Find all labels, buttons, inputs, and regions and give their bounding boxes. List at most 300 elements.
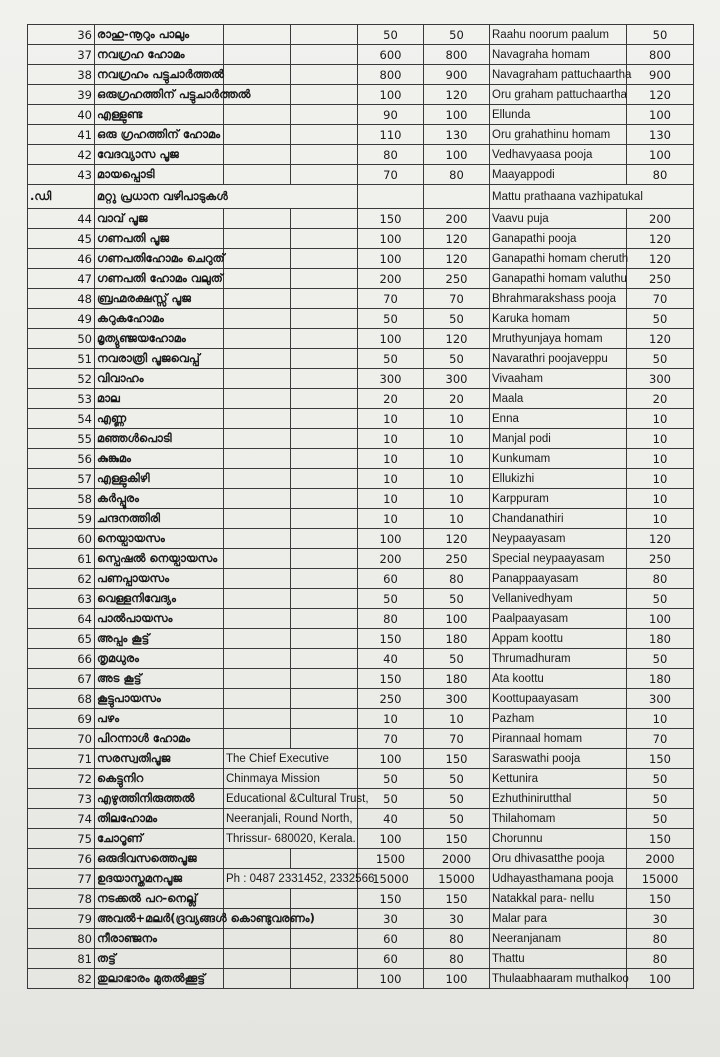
item-name-malayalam: മൃത്യുഞ്ജയഹോമം xyxy=(95,329,224,349)
item-name-transliteration: Vaavu puja xyxy=(490,209,627,229)
item-number: 77 xyxy=(28,869,95,889)
final-rate: 120 xyxy=(627,249,694,269)
final-rate: 80 xyxy=(627,929,694,949)
old-rate: 80 xyxy=(358,145,424,165)
old-rate: 50 xyxy=(358,769,424,789)
final-rate: 300 xyxy=(627,369,694,389)
item-name-malayalam: നെയ്പായസം xyxy=(95,529,224,549)
new-rate: 50 xyxy=(424,25,490,45)
table-row xyxy=(28,85,694,105)
item-name-transliteration: Kettunira xyxy=(490,769,627,789)
final-rate: 800 xyxy=(627,45,694,65)
old-rate: 300 xyxy=(358,369,424,389)
new-rate: 100 xyxy=(424,105,490,125)
old-rate: 50 xyxy=(358,25,424,45)
new-rate: 100 xyxy=(424,969,490,989)
blank-cell xyxy=(224,229,291,249)
new-rate: 300 xyxy=(424,369,490,389)
table-row xyxy=(28,65,694,85)
old-rate: 100 xyxy=(358,329,424,349)
new-rate: 50 xyxy=(424,589,490,609)
old-rate: 200 xyxy=(358,549,424,569)
item-name-transliteration: Mruthyunjaya homam xyxy=(490,329,627,349)
item-name-malayalam: കുങ്കുമം xyxy=(95,449,224,469)
blank-cell xyxy=(291,409,358,429)
item-number: 45 xyxy=(28,229,95,249)
item-name-malayalam: ഗണപതി ഹോമം വലുത് xyxy=(95,269,224,289)
new-rate: 300 xyxy=(424,689,490,709)
new-rate: 200 xyxy=(424,209,490,229)
final-rate: 200 xyxy=(627,209,694,229)
item-name-malayalam: എണ്ണ xyxy=(95,409,224,429)
table-row xyxy=(28,829,694,849)
item-number: 38 xyxy=(28,65,95,85)
table-row xyxy=(28,429,694,449)
item-number: 59 xyxy=(28,509,95,529)
blank-cell xyxy=(224,165,291,185)
item-name-malayalam: വെള്ളനിവേദ്യം xyxy=(95,589,224,609)
new-rate: 10 xyxy=(424,709,490,729)
final-rate: 100 xyxy=(627,145,694,165)
old-rate: 110 xyxy=(358,125,424,145)
table-row xyxy=(28,889,694,909)
item-name-malayalam: ഒരുദിവസത്തെപൂജ xyxy=(95,849,224,869)
blank-cell xyxy=(224,409,291,429)
item-name-malayalam: ഗണപതി പൂജ xyxy=(95,229,224,249)
old-rate: 70 xyxy=(358,729,424,749)
item-name-malayalam: മഞ്ഞൾപൊടി xyxy=(95,429,224,449)
blank-cell xyxy=(291,509,358,529)
table-row xyxy=(28,125,694,145)
item-name-transliteration: Paalpaayasam xyxy=(490,609,627,629)
item-name-transliteration: Karuka homam xyxy=(490,309,627,329)
item-number: 56 xyxy=(28,449,95,469)
blank-cell xyxy=(224,105,291,125)
table-row xyxy=(28,389,694,409)
new-rate: 120 xyxy=(424,229,490,249)
old-rate: 100 xyxy=(358,829,424,849)
item-name-transliteration: Manjal podi xyxy=(490,429,627,449)
final-rate: 50 xyxy=(627,789,694,809)
new-rate: 50 xyxy=(424,349,490,369)
blank-cell xyxy=(291,209,358,229)
final-rate: 20 xyxy=(627,389,694,409)
final-rate: 180 xyxy=(627,669,694,689)
old-rate: 10 xyxy=(358,409,424,429)
item-name-malayalam: ചോറൂണ് xyxy=(95,829,224,849)
blank-cell xyxy=(291,125,358,145)
blank-cell xyxy=(291,329,358,349)
section-empty-cell xyxy=(424,185,490,209)
blank-cell xyxy=(291,709,358,729)
item-number: 69 xyxy=(28,709,95,729)
item-name-malayalam: ഒരുഗ്രഹത്തിന് പട്ടുചാർത്തൽ xyxy=(95,85,224,105)
new-rate: 10 xyxy=(424,469,490,489)
item-name-transliteration: Vivaaham xyxy=(490,369,627,389)
table-row xyxy=(28,509,694,529)
blank-cell xyxy=(291,269,358,289)
blank-cell xyxy=(291,949,358,969)
final-rate: 120 xyxy=(627,329,694,349)
old-rate: 50 xyxy=(358,309,424,329)
new-rate: 20 xyxy=(424,389,490,409)
section-empty-cell xyxy=(358,185,424,209)
new-rate: 50 xyxy=(424,809,490,829)
final-rate: 120 xyxy=(627,85,694,105)
item-name-transliteration: Raahu noorum paalum xyxy=(490,25,627,45)
item-name-transliteration: Pirannaal homam xyxy=(490,729,627,749)
blank-cell xyxy=(224,349,291,369)
final-rate: 10 xyxy=(627,429,694,449)
item-number: 53 xyxy=(28,389,95,409)
item-number: 36 xyxy=(28,25,95,45)
final-rate: 50 xyxy=(627,649,694,669)
item-number: 82 xyxy=(28,969,95,989)
table-row xyxy=(28,529,694,549)
blank-cell xyxy=(224,649,291,669)
old-rate: 50 xyxy=(358,589,424,609)
item-number: 75 xyxy=(28,829,95,849)
table-row xyxy=(28,105,694,125)
item-name-transliteration: Bhrahmarakshass pooja xyxy=(490,289,627,309)
new-rate: 150 xyxy=(424,829,490,849)
item-name-malayalam: പണപ്പായസം xyxy=(95,569,224,589)
old-rate: 15000 xyxy=(358,869,424,889)
old-rate: 100 xyxy=(358,969,424,989)
item-name-transliteration: Navarathri poojaveppu xyxy=(490,349,627,369)
final-rate: 50 xyxy=(627,25,694,45)
old-rate: 200 xyxy=(358,269,424,289)
blank-cell xyxy=(291,469,358,489)
final-rate: 15000 xyxy=(627,869,694,889)
blank-cell xyxy=(291,529,358,549)
trust-address-line: Educational &Cultural Trust, xyxy=(224,789,358,809)
blank-cell xyxy=(291,449,358,469)
table-row xyxy=(28,229,694,249)
item-name-malayalam: പിറന്നാൾ ഹോമം xyxy=(95,729,224,749)
old-rate: 50 xyxy=(358,349,424,369)
final-rate: 100 xyxy=(627,609,694,629)
blank-cell xyxy=(291,649,358,669)
blank-cell xyxy=(291,249,358,269)
new-rate: 10 xyxy=(424,489,490,509)
blank-cell xyxy=(224,509,291,529)
table-row xyxy=(28,729,694,749)
blank-cell xyxy=(224,589,291,609)
new-rate: 10 xyxy=(424,509,490,529)
final-rate: 80 xyxy=(627,949,694,969)
item-name-transliteration: Malar para xyxy=(490,909,627,929)
old-rate: 90 xyxy=(358,105,424,125)
item-name-malayalam: കറുകഹോമം xyxy=(95,309,224,329)
blank-cell xyxy=(224,309,291,329)
blank-cell xyxy=(224,269,291,289)
blank-cell xyxy=(291,389,358,409)
old-rate: 70 xyxy=(358,165,424,185)
blank-cell xyxy=(291,65,358,85)
old-rate: 10 xyxy=(358,709,424,729)
blank-cell xyxy=(291,289,358,309)
final-rate: 150 xyxy=(627,829,694,849)
blank-cell xyxy=(224,609,291,629)
item-number: 78 xyxy=(28,889,95,909)
item-name-transliteration: Maala xyxy=(490,389,627,409)
blank-cell xyxy=(291,429,358,449)
trust-address-line: The Chief Executive xyxy=(224,749,358,769)
item-name-malayalam: കർപ്പൂരം xyxy=(95,489,224,509)
table-row xyxy=(28,409,694,429)
item-name-malayalam: രാഹു-നൂറും പാലും xyxy=(95,25,224,45)
new-rate: 50 xyxy=(424,649,490,669)
item-number: 65 xyxy=(28,629,95,649)
table-row xyxy=(28,869,694,889)
blank-cell xyxy=(291,629,358,649)
item-name-transliteration: Ganapathi pooja xyxy=(490,229,627,249)
blank-cell xyxy=(291,849,358,869)
blank-cell xyxy=(291,609,358,629)
new-rate: 120 xyxy=(424,249,490,269)
item-name-transliteration: Chandanathiri xyxy=(490,509,627,529)
table-row xyxy=(28,569,694,589)
final-rate: 150 xyxy=(627,749,694,769)
table-row xyxy=(28,909,694,929)
final-rate: 10 xyxy=(627,489,694,509)
item-name-transliteration: Navagraham pattuchaartha xyxy=(490,65,627,85)
table-row xyxy=(28,609,694,629)
blank-cell xyxy=(224,329,291,349)
item-number: 52 xyxy=(28,369,95,389)
item-number: 39 xyxy=(28,85,95,105)
trust-address-line: Thrissur- 680020, Kerala. xyxy=(224,829,358,849)
item-name-malayalam: സ്പെഷൽ നെയ്പായസം xyxy=(95,549,224,569)
table-row xyxy=(28,469,694,489)
item-number: 47 xyxy=(28,269,95,289)
old-rate: 50 xyxy=(358,789,424,809)
blank-cell xyxy=(291,549,358,569)
table-row xyxy=(28,165,694,185)
old-rate: 1500 xyxy=(358,849,424,869)
final-rate: 70 xyxy=(627,289,694,309)
blank-cell xyxy=(224,389,291,409)
new-rate: 30 xyxy=(424,909,490,929)
item-name-transliteration: Special neypaayasam xyxy=(490,549,627,569)
blank-cell xyxy=(291,145,358,165)
item-number: 49 xyxy=(28,309,95,329)
final-rate: 250 xyxy=(627,269,694,289)
new-rate: 50 xyxy=(424,309,490,329)
old-rate: 10 xyxy=(358,489,424,509)
blank-cell xyxy=(291,929,358,949)
blank-cell xyxy=(291,369,358,389)
item-name-transliteration: Vellanivedhyam xyxy=(490,589,627,609)
old-rate: 250 xyxy=(358,689,424,709)
section-title-translit: Mattu prathaana vazhipatukal xyxy=(490,185,694,209)
item-name-transliteration: Neeranjanam xyxy=(490,929,627,949)
item-name-malayalam: അപ്പം കൂട്ട് xyxy=(95,629,224,649)
final-rate: 900 xyxy=(627,65,694,85)
new-rate: 180 xyxy=(424,629,490,649)
item-number: 67 xyxy=(28,669,95,689)
item-number: 48 xyxy=(28,289,95,309)
item-name-malayalam: മാല xyxy=(95,389,224,409)
final-rate: 10 xyxy=(627,409,694,429)
final-rate: 80 xyxy=(627,165,694,185)
blank-cell xyxy=(224,549,291,569)
blank-cell xyxy=(224,289,291,309)
new-rate: 10 xyxy=(424,449,490,469)
blank-cell xyxy=(224,889,291,909)
blank-cell xyxy=(291,165,358,185)
item-name-malayalam: നവഗ്രഹ ഹോമം xyxy=(95,45,224,65)
final-rate: 120 xyxy=(627,529,694,549)
blank-cell xyxy=(291,489,358,509)
table-row xyxy=(28,929,694,949)
old-rate: 600 xyxy=(358,45,424,65)
item-name-malayalam: അട കൂട്ട് xyxy=(95,669,224,689)
item-name-malayalam: കെട്ടുനിറ xyxy=(95,769,224,789)
table-row xyxy=(28,969,694,989)
trust-address-line: Chinmaya Mission xyxy=(224,769,358,789)
final-rate: 10 xyxy=(627,449,694,469)
item-name-transliteration: Vedhavyaasa pooja xyxy=(490,145,627,165)
item-name-malayalam: നവഗ്രഹം പട്ടുചാർത്തൽ xyxy=(95,65,224,85)
item-name-malayalam: ഉദയാസ്തമനപൂജ xyxy=(95,869,224,889)
table-row xyxy=(28,669,694,689)
item-name-transliteration: Udhayasthamana pooja xyxy=(490,869,627,889)
item-number: 68 xyxy=(28,689,95,709)
item-number: 74 xyxy=(28,809,95,829)
offerings-price-table xyxy=(27,24,694,989)
item-name-transliteration: Thilahomam xyxy=(490,809,627,829)
final-rate: 250 xyxy=(627,549,694,569)
blank-cell xyxy=(224,469,291,489)
blank-cell xyxy=(224,729,291,749)
table-row xyxy=(28,269,694,289)
table-row xyxy=(28,209,694,229)
old-rate: 60 xyxy=(358,929,424,949)
final-rate: 50 xyxy=(627,809,694,829)
trust-address-line: Neeranjali, Round North, xyxy=(224,809,358,829)
item-name-transliteration: Karppuram xyxy=(490,489,627,509)
item-name-malayalam: തിലഹോമം xyxy=(95,809,224,829)
new-rate: 900 xyxy=(424,65,490,85)
item-name-malayalam: പാൽപായസം xyxy=(95,609,224,629)
old-rate: 10 xyxy=(358,449,424,469)
item-name-transliteration: Natakkal para- nellu xyxy=(490,889,627,909)
table-row xyxy=(28,649,694,669)
old-rate: 40 xyxy=(358,649,424,669)
item-name-transliteration: Panappaayasam xyxy=(490,569,627,589)
table-row xyxy=(28,749,694,769)
table-row xyxy=(28,849,694,869)
new-rate: 100 xyxy=(424,145,490,165)
item-number: 43 xyxy=(28,165,95,185)
old-rate: 100 xyxy=(358,85,424,105)
blank-cell xyxy=(224,969,291,989)
table-row xyxy=(28,309,694,329)
new-rate: 120 xyxy=(424,85,490,105)
item-number: 64 xyxy=(28,609,95,629)
item-name-transliteration: Ellunda xyxy=(490,105,627,125)
blank-cell xyxy=(291,729,358,749)
new-rate: 120 xyxy=(424,529,490,549)
final-rate: 10 xyxy=(627,469,694,489)
blank-cell xyxy=(291,349,358,369)
table-row xyxy=(28,369,694,389)
old-rate: 10 xyxy=(358,509,424,529)
item-name-malayalam: വാവ് പൂജ xyxy=(95,209,224,229)
new-rate: 150 xyxy=(424,749,490,769)
old-rate: 100 xyxy=(358,749,424,769)
final-rate: 300 xyxy=(627,689,694,709)
old-rate: 20 xyxy=(358,389,424,409)
blank-cell xyxy=(291,85,358,105)
blank-cell xyxy=(291,25,358,45)
item-name-transliteration: Ellukizhi xyxy=(490,469,627,489)
item-name-transliteration: Ganapathi homam valuthu xyxy=(490,269,627,289)
table-row xyxy=(28,709,694,729)
new-rate: 80 xyxy=(424,949,490,969)
table-row xyxy=(28,249,694,269)
item-number: 73 xyxy=(28,789,95,809)
new-rate: 10 xyxy=(424,429,490,449)
final-rate: 2000 xyxy=(627,849,694,869)
blank-cell xyxy=(224,369,291,389)
old-rate: 150 xyxy=(358,209,424,229)
table-row xyxy=(28,349,694,369)
item-name-malayalam: കൂട്ടുപായസം xyxy=(95,689,224,709)
new-rate: 10 xyxy=(424,409,490,429)
item-name-malayalam: തുലാഭാരം മുതൽക്കൂട്ട് xyxy=(95,969,224,989)
item-name-transliteration: Thulaabhaaram muthalkoo xyxy=(490,969,627,989)
old-rate: 60 xyxy=(358,569,424,589)
new-rate: 250 xyxy=(424,269,490,289)
item-name-transliteration: Oru grahathinu homam xyxy=(490,125,627,145)
blank-cell xyxy=(291,689,358,709)
item-number: 55 xyxy=(28,429,95,449)
item-name-transliteration: Thrumadhuram xyxy=(490,649,627,669)
item-name-transliteration: Ezhuthinirutthal xyxy=(490,789,627,809)
table-row xyxy=(28,25,694,45)
final-rate: 50 xyxy=(627,589,694,609)
item-number: 50 xyxy=(28,329,95,349)
item-name-malayalam: നടക്കൽ പറ-നെല്ല് xyxy=(95,889,224,909)
item-number: 58 xyxy=(28,489,95,509)
blank-cell xyxy=(224,145,291,165)
item-number: 79 xyxy=(28,909,95,929)
old-rate: 10 xyxy=(358,469,424,489)
blank-cell xyxy=(291,669,358,689)
final-rate: 50 xyxy=(627,769,694,789)
item-name-transliteration: Oru graham pattuchaartha xyxy=(490,85,627,105)
item-number: 62 xyxy=(28,569,95,589)
table-row xyxy=(28,289,694,309)
old-rate: 80 xyxy=(358,609,424,629)
final-rate: 100 xyxy=(627,105,694,125)
item-name-transliteration: Thattu xyxy=(490,949,627,969)
section-title-malayalam: മറ്റു പ്രധാന വഴിപാടുകൾ xyxy=(95,185,358,209)
final-rate: 130 xyxy=(627,125,694,145)
old-rate: 150 xyxy=(358,629,424,649)
item-name-malayalam: നീരാഞ്ജനം xyxy=(95,929,224,949)
item-name-transliteration: Navagraha homam xyxy=(490,45,627,65)
new-rate: 800 xyxy=(424,45,490,65)
item-number: 63 xyxy=(28,589,95,609)
blank-cell xyxy=(224,489,291,509)
final-rate: 80 xyxy=(627,569,694,589)
blank-cell xyxy=(291,229,358,249)
item-name-malayalam: ഗണപതിഹോമം ചെറുത് xyxy=(95,249,224,269)
